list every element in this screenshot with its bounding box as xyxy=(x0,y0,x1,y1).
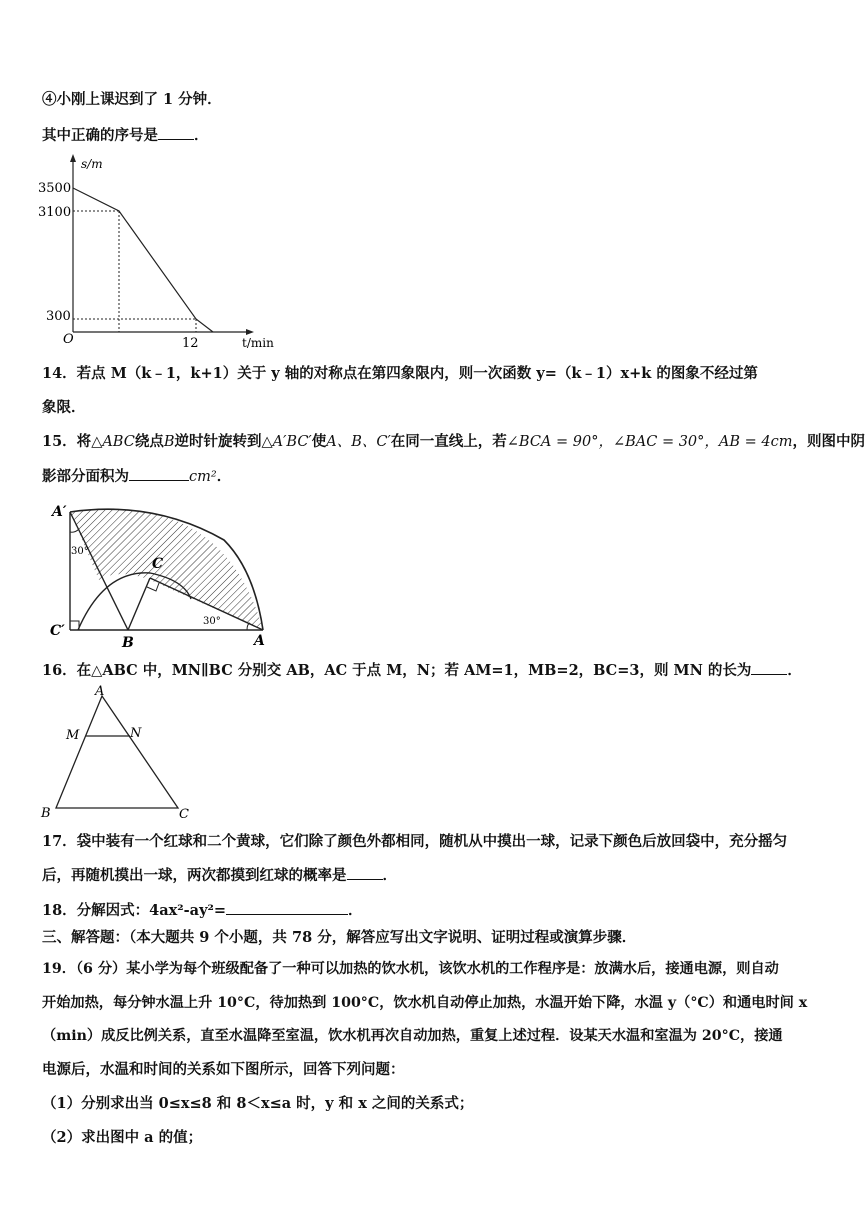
q13-prompt-end: ． xyxy=(194,127,209,144)
label-c: C xyxy=(152,556,164,572)
q19-line1: 19．（6 分）某小学为每个班级配备了一种可以加热的饮水机，该饮水机的工作程序是：放满水后，接通电源，则自动 xyxy=(42,961,779,977)
label-c-prime: C′ xyxy=(50,623,65,639)
right-angle-c xyxy=(147,583,159,591)
triangle-figure xyxy=(36,682,196,822)
q16-line xyxy=(42,660,802,681)
answer-blank xyxy=(347,865,383,880)
angle-label-bottom: 30° xyxy=(203,616,221,627)
q15-text-d: 在同一直线上，若 xyxy=(390,433,507,450)
answer-blank xyxy=(129,466,189,481)
q17-line2-text: 后，再随机摸出一球，两次都摸到红球的概率是 xyxy=(42,867,347,884)
label-a: A xyxy=(254,633,265,649)
y-axis-arrow xyxy=(70,154,76,162)
answer-blank xyxy=(751,660,787,675)
tick-3100: 3100 xyxy=(38,205,72,220)
answer-blank xyxy=(226,900,348,915)
q19-line3: （min）成反比例关系，直至水温降至室温，饮水机再次自动加热，重复上述过程．设某天水温和室温为 20°C，接通 xyxy=(42,1028,783,1044)
label-b: B xyxy=(122,635,134,651)
q14-line2: 象限． xyxy=(42,399,86,416)
q15-line2 xyxy=(42,466,231,487)
q15-points: A、B、C′ xyxy=(326,434,391,450)
section-3-heading: 三、解答题：（本大题共 9 个小题，共 78 分，解答应写出文字说明、证明过程或演算步骤． xyxy=(42,929,637,946)
q19-line2: 开始加热，每分钟水温上升 10°C，待加热到 100°C，饮水机自动停止加热，水温开始下降，水温 y（°C）和通电时间 x xyxy=(42,995,808,1011)
label-c: C xyxy=(179,807,189,822)
triangle-abc xyxy=(56,696,178,808)
tick-300: 300 xyxy=(46,309,71,324)
q15-line1 xyxy=(42,432,865,452)
q19-part2: （2）求出图中 a 的值； xyxy=(42,1129,203,1146)
origin-label: O xyxy=(63,332,74,347)
q15-unit: cm² xyxy=(189,469,217,485)
tick-12: 12 xyxy=(182,336,199,351)
q18-line xyxy=(42,900,363,921)
q17-line1: 17．袋中装有一个红球和二个黄球，它们除了颜色外都相同，随机从中摸出一球，记录下颜色后放回袋中，充分摇匀 xyxy=(42,833,788,850)
x-axis-arrow xyxy=(246,329,254,335)
angle-label-top: 30° xyxy=(71,546,89,557)
q17-line2-end: ． xyxy=(382,867,397,884)
label-a: A xyxy=(95,684,105,699)
q15-conditions: ∠BCA = 90°，∠BAC = 30°，AB = 4cm xyxy=(506,434,793,450)
x-axis-label: t/min xyxy=(242,336,274,350)
q15-line2-text: 影部分面积为 xyxy=(42,468,129,485)
q16-text: 16．在△ABC 中，MN∥BC 分别交 AB，AC 于点 M，N；若 AM=1，MB=2，BC=3，则 MN 的长为 xyxy=(42,662,752,679)
q13-prompt-text: 其中正确的序号是 xyxy=(42,127,158,144)
q13-item4: ④小刚上课迟到了 1 分钟． xyxy=(42,91,222,108)
q15-line2-end: ． xyxy=(216,468,232,485)
y-axis-label: s/m xyxy=(81,157,103,171)
graph-line xyxy=(73,188,213,332)
q15-triangle: △ABC xyxy=(91,434,135,450)
rotation-figure xyxy=(44,500,284,650)
answer-blank xyxy=(158,125,194,140)
q15-text-e: ，则图中阴 xyxy=(792,433,865,450)
q15-text-a: 绕点 xyxy=(134,433,164,450)
label-m: M xyxy=(66,728,80,743)
q15-text-b: 逆时针旋转到 xyxy=(174,433,262,450)
q19-part1: （1）分别求出当 0≤x≤8 和 8＜x≤a 时，y 和 x 之间的关系式； xyxy=(42,1095,474,1112)
q15-point-b: B xyxy=(163,434,175,450)
inner-arc xyxy=(78,573,191,630)
line-b-c xyxy=(128,578,150,630)
q16-end: ． xyxy=(787,662,802,679)
q15-triangle-prime: △A′BC′ xyxy=(261,434,312,450)
q15-num: 15．将 xyxy=(42,433,92,450)
q14-line1: 14．若点 M（k﹣1，k+1）关于 y 轴的对称点在第四象限内，则一次函数 y=（k﹣1）x+k 的图象不经过第 xyxy=(42,365,758,382)
q18-end: ． xyxy=(348,902,363,919)
label-n: N xyxy=(130,726,142,741)
q18-text: 18．分解因式：4ax²-ay²= xyxy=(42,902,226,919)
q15-text-c: 使 xyxy=(311,433,327,450)
q19-line4: 电源后，水温和时间的关系如下图所示，回答下列问题： xyxy=(42,1061,405,1078)
q17-line2 xyxy=(42,865,397,886)
distance-time-graph xyxy=(30,152,274,352)
label-b: B xyxy=(41,806,51,821)
tick-3500: 3500 xyxy=(38,181,72,196)
q13-prompt xyxy=(42,125,209,146)
right-angle-c-prime xyxy=(70,621,79,630)
label-a-prime: A′ xyxy=(52,504,67,520)
